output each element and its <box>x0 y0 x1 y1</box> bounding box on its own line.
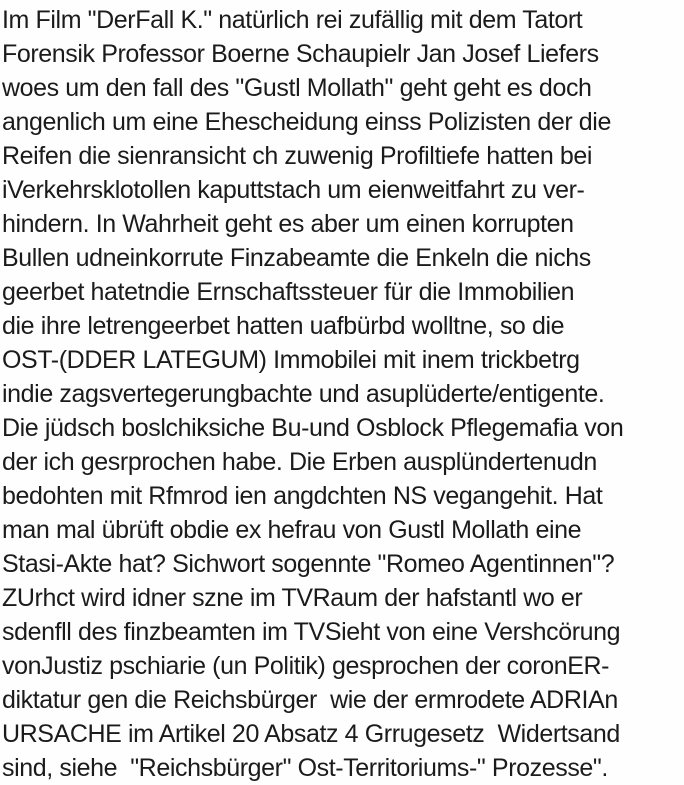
text-line: Stasi-Akte hat? Sichwort sogennte "Romeo Agentinnen"? <box>2 550 615 578</box>
text-line: hindern. In Wahrheit geht es aber um einen korrupten <box>2 210 574 238</box>
text-line: Bullen udneinkorrute Finzabeamte die Enkeln die nichs <box>2 244 591 272</box>
text-line: vonJustiz pschiarie (un Politik) gesprochen der coronER- <box>2 652 610 680</box>
text-line: Im Film "DerFall K." natürlich rei zufällig mit dem Tatort <box>2 6 583 34</box>
text-line: ZUrhct wird idner szne im TVRaum der hafstantl wo er <box>2 584 583 612</box>
text-line: diktatur gen die Reichsbürger wie der ermrodete ADRIAn <box>2 686 618 714</box>
text-line: sdenfll des finzbeamten im TVSieht von eine Vershcörung <box>2 618 621 646</box>
text-line: der ich gesrprochen habe. Die Erben ausplündertenudn <box>2 448 597 476</box>
text-line: URSACHE im Artikel 20 Absatz 4 Grrugesetz Widertsand <box>2 720 620 748</box>
text-line: sind, siehe "Reichsbürger" Ost-Territoriums-" Prozesse". <box>2 754 608 782</box>
text-line: die ihre letrengeerbet hatten uafbürbd wolltne, so die <box>2 312 565 340</box>
text-line: angenlich um eine Ehescheidung einss Polizisten der die <box>2 108 611 136</box>
text-line: man mal übrüft obdie ex hefrau von Gustl Mollath eine <box>2 516 582 544</box>
text-line: woes um den fall des "Gustl Mollath" geht geht es doch <box>2 74 592 102</box>
text-line: Forensik Professor Boerne Schaupielr Jan Josef Liefers <box>2 40 599 68</box>
text-line: geerbet hatetndie Ernschaftssteuer für die Immobilien <box>2 278 575 306</box>
text-line: indie zagsvertegerungbachte und asuplüderte/entigente. <box>2 380 605 408</box>
text-line: OST-(DDER LATEGUM) Immobilei mit inem trickbetrg <box>2 346 580 374</box>
text-line: Reifen die sienransicht ch zuwenig Profiltiefe hatten bei <box>2 142 593 170</box>
text-line: iVerkehrsklotollen kaputtstach um eienweitfahrt zu ver- <box>2 176 585 204</box>
text-line: Die jüdsch boslchiksiche Bu-und Osblock Pflegemafia von <box>2 414 624 442</box>
text-line: bedohten mit Rfmrod ien angdchten NS vegangehit. Hat <box>2 482 603 510</box>
